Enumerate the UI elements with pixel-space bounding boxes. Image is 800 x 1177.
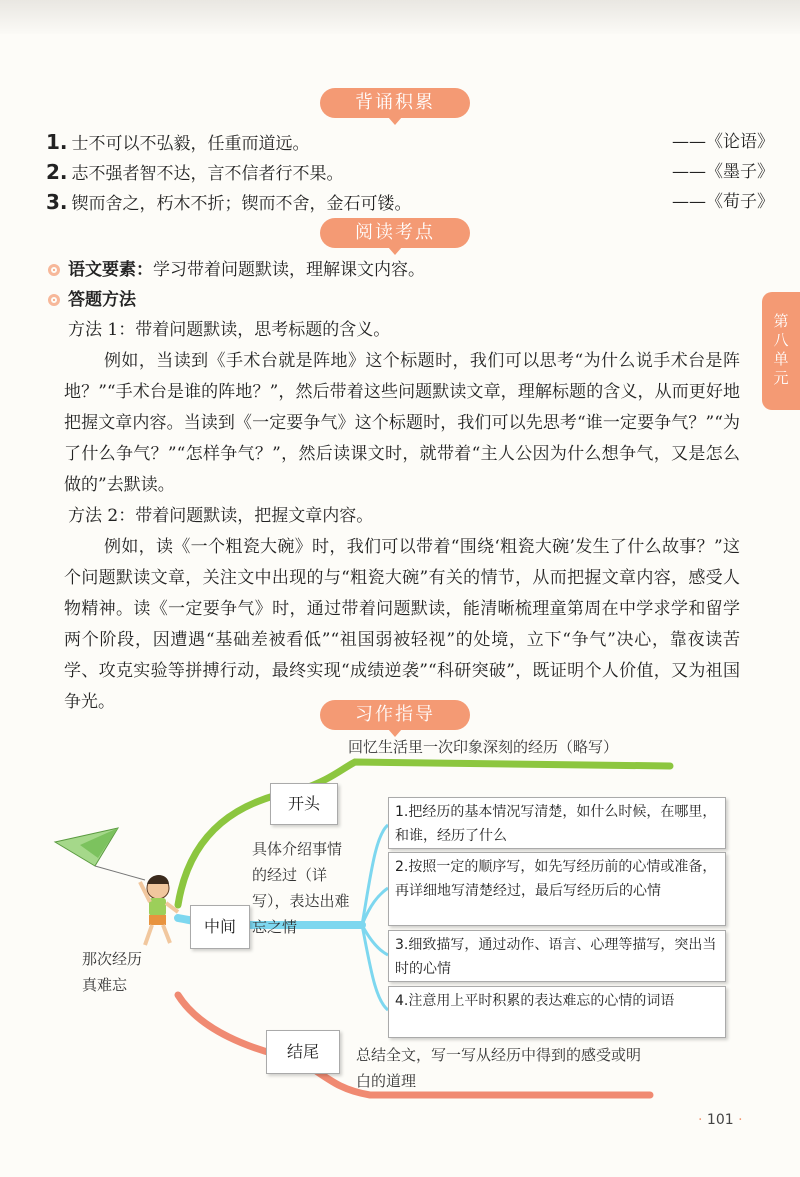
child-figure-icon <box>140 875 178 945</box>
middle-item-2: 2.按照一定的顺序写，如先写经历前的心情或准备，再详细地写清楚经过，最后写经历后的心情 <box>388 852 726 926</box>
middle-item-4: 4.注意用上平时积累的表达难忘的心情的词语 <box>388 986 726 1038</box>
method-1: 方法 1：带着问题默读，思考标题的含义。 <box>68 320 391 340</box>
opening-text: 回忆生活里一次印象深刻的经历（略写） <box>348 738 619 756</box>
answer-method-row: 答题方法 <box>48 286 136 314</box>
unit-tab-label: 第八单元 <box>773 312 789 387</box>
opening-label: 开头 <box>287 794 320 813</box>
kite-icon <box>55 828 145 880</box>
middle-text: 具体介绍事情的经过（详写），表达出难忘之情 <box>252 840 350 936</box>
mindmap-title: 那次经历真难忘 <box>82 950 143 994</box>
example-2: 例如，读《一个粗瓷大碗》时，我们可以带着“围绕‘粗瓷大碗’发生了什么故事？”这个问题默读文章，关注文中出现的与“粗瓷大碗”有关的情节，从而把握文章内容，感受人物精神。读《一定要争气》时，通过带着问题默读，能清晰梳理童第周在中学求学和留学两个阶段，因遭遇“基础差被看低”“祖国弱被轻视”的处境，立下“争气”决心，靠夜读苦学、攻克实验等拼搏行动，最终实现“成绩逆袭”“科研突破”，既证明个人价值，又为祖国争光。 <box>64 537 740 712</box>
example-1: 例如，当读到《手术台就是阵地》这个标题时，我们可以思考“为什么说手术台是阵地？”“手术台是谁的阵地？”，然后带着这些问题默读文章，理解标题的含义，从而更好地把握文章内容。当读到《一定要争气》这个标题时，我们可以先思考“谁一定要争气？”“为了什么争气？”“怎样争气？”，然后读课文时，就带着“主人公因为什么想争气，又是怎么做的”去默读。 <box>64 351 740 495</box>
middle-box <box>190 905 250 949</box>
opening-box <box>270 783 338 825</box>
section-header-reading: 阅读考点 <box>320 218 470 248</box>
middle-label: 中间 <box>203 917 236 936</box>
middle-item-1: 1.把经历的基本情况写清楚，如什么时候，在哪里，和谁，经历了什么 <box>388 797 726 849</box>
section-header-recite: 背诵积累 <box>320 88 470 118</box>
ending-text: 总结全文，写一写从经历中得到的感受或明白的道理 <box>356 1046 642 1090</box>
ending-box <box>266 1030 340 1074</box>
section-header-writing: 习作指导 <box>320 700 470 730</box>
method-2: 方法 2：带着问题默读，把握文章内容。 <box>68 506 374 526</box>
recitation-item-2: 2. 志不强者智不达，言不信者行不果。 ——《墨子》 <box>46 160 774 184</box>
recitation-item-1: 1. 士不可以不弘毅，任重而道远。 ——《论语》 <box>46 130 774 154</box>
ending-label: 结尾 <box>286 1042 319 1061</box>
language-element-row: 语文要素：学习带着问题默读，理解课文内容。 <box>48 256 425 284</box>
middle-item-3: 3.细致描写，通过动作、语言、心理等描写，突出当时的心情 <box>388 930 726 982</box>
page-number: · 101 · <box>698 1112 743 1128</box>
recitation-item-3: 3. 锲而舍之，朽木不折；锲而不舍，金石可镂。 ——《荀子》 <box>46 190 774 214</box>
